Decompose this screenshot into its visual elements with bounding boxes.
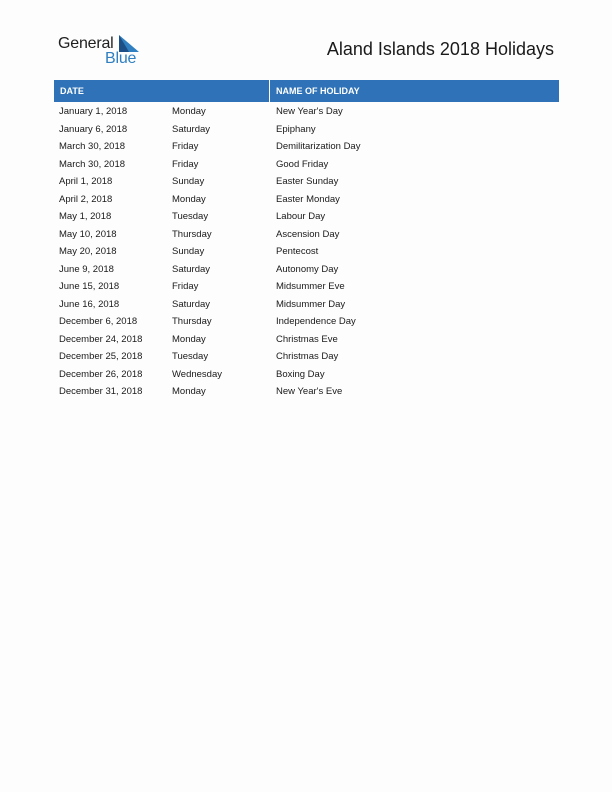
holiday-date: December 24, 2018 [59, 333, 143, 345]
holiday-name: Ascension Day [276, 228, 340, 240]
table-row [54, 138, 559, 156]
table-row [54, 313, 559, 331]
logo-word-general: General [58, 35, 114, 52]
holiday-date: June 9, 2018 [59, 263, 114, 275]
holiday-date: June 15, 2018 [59, 281, 120, 292]
holiday-weekday: Tuesday [172, 351, 209, 362]
holiday-name: Midsummer Day [276, 298, 346, 310]
holiday-name: Easter Sunday [276, 176, 339, 187]
holiday-table [54, 80, 559, 401]
holiday-name: Boxing Day [276, 368, 325, 380]
holiday-date: March 30, 2018 [59, 158, 126, 170]
column-header-date: DATE [54, 80, 270, 102]
holiday-name: Christmas Day [276, 351, 339, 362]
holiday-weekday: Monday [172, 193, 206, 205]
holiday-weekday: Saturday [172, 263, 211, 275]
holiday-name: Midsummer Eve [276, 281, 345, 292]
table-row [54, 278, 559, 296]
holiday-date: April 1, 2018 [59, 176, 113, 187]
holiday-date: December 31, 2018 [59, 386, 143, 397]
table-header-row [54, 80, 559, 102]
holiday-weekday: Tuesday [172, 211, 209, 222]
table-row [54, 243, 559, 261]
holiday-name: Easter Monday [276, 193, 340, 205]
table-body [54, 103, 559, 401]
table-row [54, 261, 559, 279]
holiday-date: December 25, 2018 [59, 351, 143, 362]
holiday-name: Independence Day [276, 316, 356, 327]
holiday-date: May 20, 2018 [59, 246, 117, 257]
holiday-name: Autonomy Day [276, 263, 339, 275]
logo-word-blue: Blue [105, 50, 137, 67]
column-header-holiday-name: NAME OF HOLIDAY [276, 86, 360, 96]
holiday-name: Christmas Eve [276, 333, 338, 345]
holiday-weekday: Thursday [172, 228, 212, 240]
holiday-date: December 6, 2018 [59, 316, 138, 327]
holiday-weekday: Monday [172, 386, 206, 397]
holiday-date: January 6, 2018 [59, 123, 128, 135]
holiday-weekday: Sunday [172, 246, 205, 257]
table-row [54, 366, 559, 384]
holiday-weekday: Thursday [172, 316, 212, 327]
holiday-date: January 1, 2018 [59, 106, 128, 117]
holiday-weekday: Monday [172, 333, 206, 345]
holiday-date: May 1, 2018 [59, 211, 112, 222]
generalblue-logo [58, 34, 148, 68]
table-row [54, 121, 559, 139]
page-title: Aland Islands 2018 Holidays [326, 39, 554, 59]
holiday-name: Epiphany [276, 123, 316, 135]
table-row [54, 208, 559, 226]
table-row [54, 103, 559, 121]
table-row [54, 331, 559, 349]
holiday-name: New Year's Day [276, 106, 343, 117]
table-row [54, 348, 559, 366]
table-row [54, 156, 559, 174]
holiday-name: Demilitarization Day [276, 141, 361, 152]
holiday-weekday: Friday [172, 141, 199, 152]
table-row [54, 296, 559, 314]
holiday-name: Labour Day [276, 211, 326, 222]
holiday-date: March 30, 2018 [59, 141, 126, 152]
table-row [54, 191, 559, 209]
table-row [54, 226, 559, 244]
holiday-weekday: Sunday [172, 176, 205, 187]
holiday-name: New Year's Eve [276, 386, 343, 397]
table-row [54, 173, 559, 191]
holiday-weekday: Monday [172, 106, 206, 117]
holiday-weekday: Saturday [172, 298, 211, 310]
holiday-weekday: Saturday [172, 123, 211, 135]
holiday-date: April 2, 2018 [59, 193, 113, 205]
holiday-date: December 26, 2018 [59, 368, 143, 380]
holiday-name: Pentecost [276, 246, 319, 257]
holiday-name: Good Friday [276, 158, 329, 170]
holiday-weekday: Friday [172, 281, 199, 292]
table-row [54, 383, 559, 401]
holiday-weekday: Friday [172, 158, 199, 170]
holiday-date: June 16, 2018 [59, 298, 120, 310]
holiday-date: May 10, 2018 [59, 228, 117, 240]
holiday-weekday: Wednesday [172, 368, 222, 380]
